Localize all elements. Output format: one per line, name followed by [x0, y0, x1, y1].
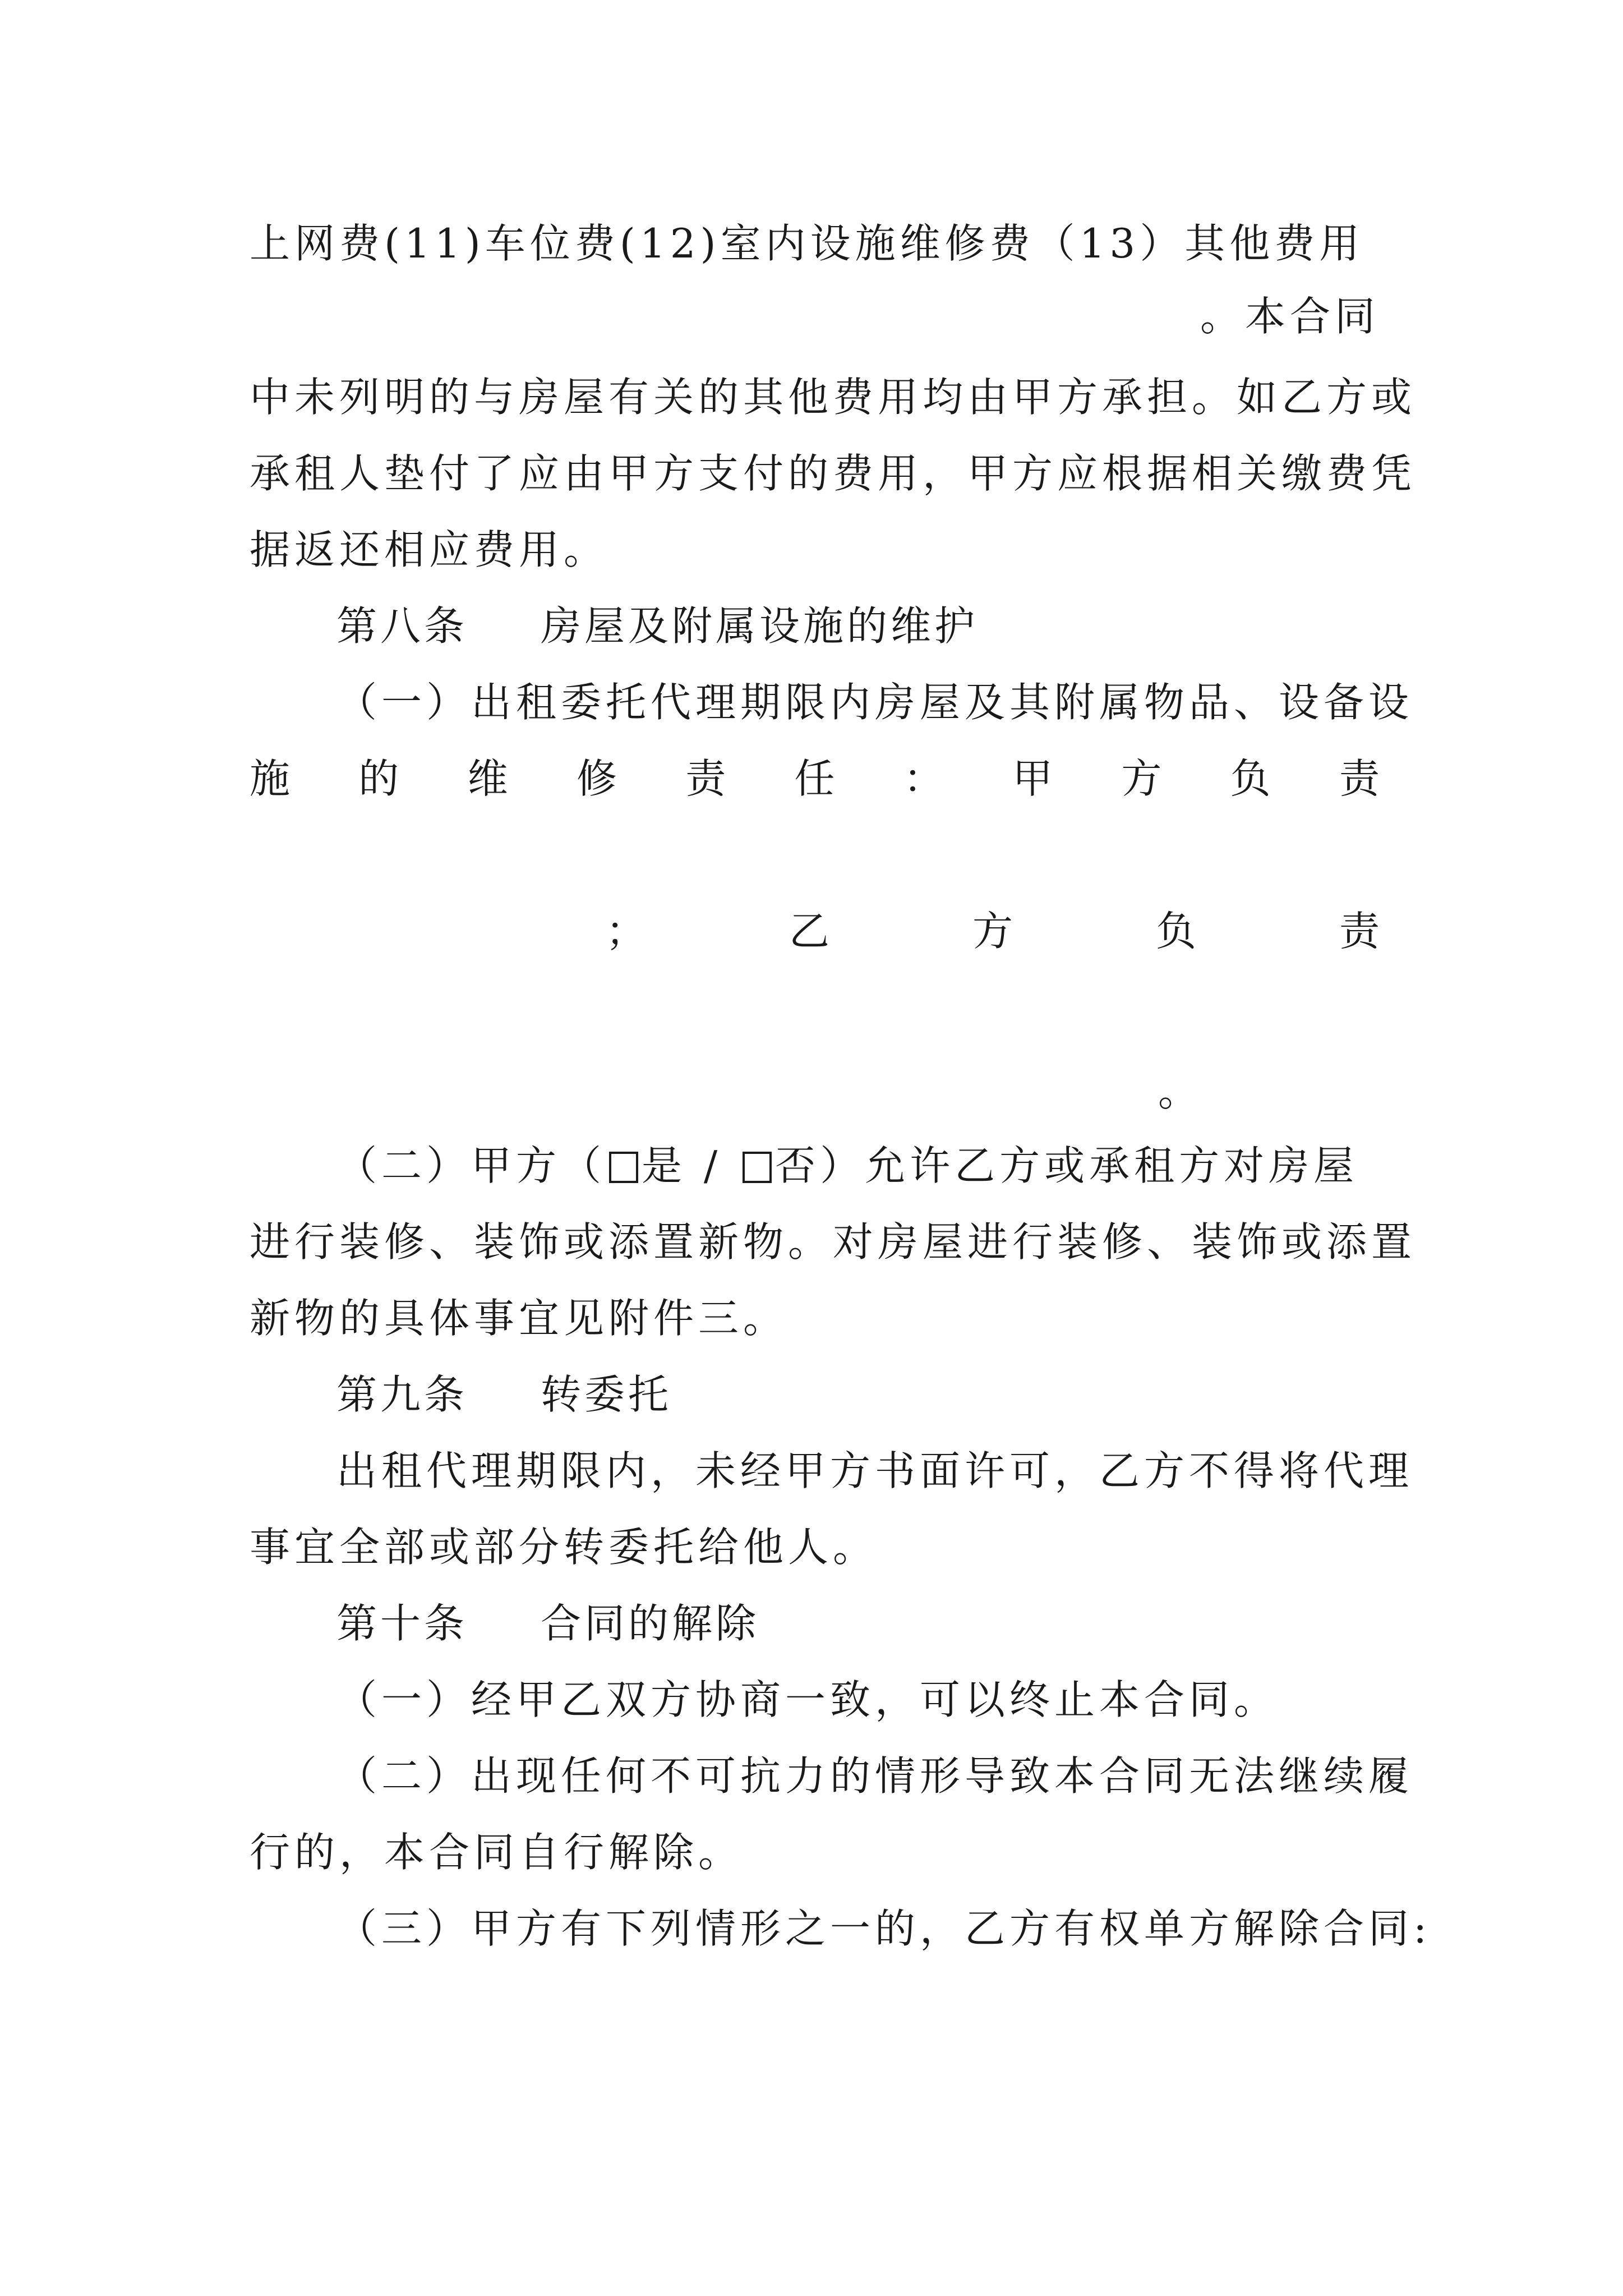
article-9-number: 第九条 — [336, 1371, 468, 1418]
article-8-item-1-line-2 — [250, 751, 1380, 807]
char: 负 — [1155, 908, 1196, 955]
article-10-number: 第十条 — [336, 1600, 468, 1647]
checkbox-no[interactable] — [743, 1152, 772, 1183]
char: 施 — [250, 755, 291, 802]
checkbox-yes[interactable] — [609, 1152, 638, 1183]
fees-para-line-1: 中未列明的与房屋有关的其他费用均由甲方承担。如乙方或 — [250, 374, 1417, 421]
article-10-item-2-line-1: （二）出现任何不可抗力的情形导致本合同无法继续履 — [336, 1752, 1414, 1800]
char: 负 — [1230, 755, 1271, 802]
article-10-item-3: （三）甲方有下列情形之一的，乙方有权单方解除合同: — [336, 1905, 1432, 1952]
article-10-item-1: （一）经甲乙双方协商一致，可以终止本合同。 — [336, 1676, 1279, 1723]
article-8-number: 第八条 — [336, 602, 468, 650]
article-10-title: 合同的解除 — [541, 1600, 760, 1647]
char: 乙 — [789, 908, 829, 955]
char: 修 — [576, 755, 617, 802]
article-8-item-1-line-3 — [606, 903, 1380, 959]
char: 方 — [1121, 755, 1162, 802]
item-2-prefix: （二）甲方（ — [336, 1142, 606, 1189]
article-8-heading — [336, 598, 1380, 654]
article-10-item-2-line-2: 行的，本合同自行解除。 — [250, 1829, 744, 1876]
char: 维 — [467, 755, 508, 802]
char: 责 — [1339, 755, 1380, 802]
fees-line — [250, 215, 1380, 272]
fees-line-text: 上网费(11)车位费(12)室内设施维修费（13）其他费用 — [250, 220, 1364, 267]
article-8-title: 房屋及附属设施的维护 — [541, 602, 979, 650]
article-8-item-1-line-1: （一）出租委托代理期限内房屋及其附属物品、设备设 — [336, 679, 1414, 726]
option-yes-label: 是 — [642, 1142, 687, 1189]
article-8-item-2-line-1 — [336, 1138, 1380, 1194]
article-10-heading — [336, 1595, 1380, 1651]
article-8-item-2-line-3: 新物的具体事宜见附件三。 — [250, 1295, 789, 1342]
article-9-title: 转委托 — [541, 1371, 672, 1418]
char: 甲 — [1012, 755, 1053, 802]
fees-para-line-2: 承租人垫付了应由甲方支付的费用，甲方应根据相关缴费凭 — [250, 450, 1417, 497]
char: 责 — [685, 755, 726, 802]
article-8-item-1-end: 。 — [1158, 1068, 1204, 1115]
article-8-item-2-line-2: 进行装修、装饰或添置新物。对房屋进行装修、装饰或添置 — [250, 1218, 1417, 1266]
char: 方 — [972, 908, 1013, 955]
article-9-heading — [336, 1366, 1380, 1423]
char: 责 — [1339, 908, 1380, 955]
fees-line-end: 。本合同 — [1200, 293, 1380, 340]
article-9-line-2: 事宜全部或部分转委托给他人。 — [250, 1524, 878, 1571]
char: 任 — [794, 755, 835, 802]
article-9-line-1: 出租代理期限内，未经甲方书面许可，乙方不得将代理 — [336, 1447, 1414, 1494]
char: 的 — [358, 755, 399, 802]
option-separator: / — [703, 1142, 722, 1189]
char: ； — [606, 908, 647, 955]
char: ： — [903, 755, 944, 802]
option-no-label: 否）允许乙方或承租方对房屋 — [775, 1142, 1359, 1189]
fees-para-line-3: 据返还相应费用。 — [250, 526, 609, 573]
